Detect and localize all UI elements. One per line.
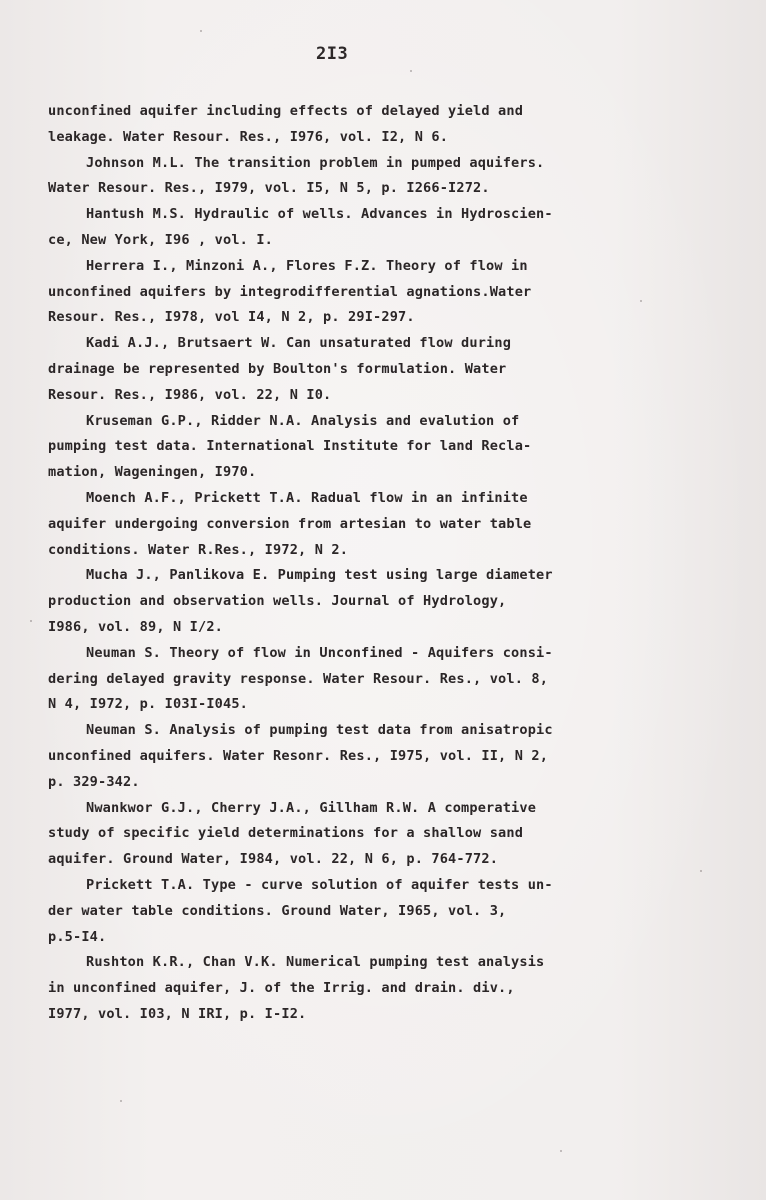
reference-line: aquifer undergoing conversion from artesian to water table — [48, 515, 532, 532]
reference-entry — [48, 486, 688, 563]
scan-speck — [700, 870, 702, 872]
reference-line: production and observation wells. Journal of Hydrology, — [48, 593, 507, 610]
reference-line: Herrera I., Minzoni A., Flores F.Z. Theory of flow in — [86, 257, 528, 274]
reference-line: Kruseman G.P., Ridder N.A. Analysis and evalution of — [86, 412, 520, 429]
reference-line: p. 329-342. — [48, 773, 140, 790]
reference-line: unconfined aquifers by integrodifferential agnations.Water — [48, 283, 532, 300]
scan-speck — [120, 1100, 122, 1102]
reference-line: ce, New York, I96 , vol. I. — [48, 231, 274, 248]
reference-line: Prickett T.A. Type - curve solution of aquifer tests un- — [86, 876, 553, 893]
scan-speck — [30, 620, 32, 622]
reference-line: drainage be represented by Boulton's formulation. Water — [48, 360, 507, 377]
reference-line: Johnson M.L. The transition problem in pumped aquifers. — [86, 154, 545, 171]
reference-line: in unconfined aquifer, J. of the Irrig. and drain. div., — [48, 980, 515, 997]
scan-speck — [410, 70, 412, 72]
reference-line: conditions. Water R.Res., I972, N 2. — [48, 541, 349, 558]
reference-entry — [48, 409, 688, 486]
reference-line: Resour. Res., I978, vol I4, N 2, p. 29I-297. — [48, 309, 415, 326]
reference-line: Nwankwor G.J., Cherry J.A., Gillham R.W. A comperative — [86, 799, 537, 816]
scan-speck — [200, 30, 202, 32]
reference-line: p.5-I4. — [48, 928, 107, 945]
reference-entry — [48, 796, 688, 873]
reference-line: Resour. Res., I986, vol. 22, N I0. — [48, 386, 332, 403]
reference-line: Neuman S. Theory of flow in Unconfined - Aquifers consi- — [86, 644, 553, 661]
reference-entry — [48, 641, 688, 718]
reference-line: I977, vol. I03, N IRI, p. I-I2. — [48, 1005, 307, 1022]
reference-line: N 4, I972, p. I03I-I045. — [48, 696, 249, 713]
reference-entry — [48, 718, 688, 795]
reference-line: Kadi A.J., Brutsaert W. Can unsaturated flow during — [86, 335, 512, 352]
reference-entry — [48, 202, 688, 254]
reference-line: unconfined aquifers. Water Resonr. Res., I975, vol. II, N 2, — [48, 747, 549, 764]
reference-line: mation, Wageningen, I970. — [48, 464, 257, 481]
page-number: 2I3 — [316, 44, 349, 64]
reference-list — [48, 99, 688, 1028]
reference-line: Water Resour. Res., I979, vol. I5, N 5, p. I266-I272. — [48, 180, 490, 197]
reference-entry — [48, 151, 688, 203]
reference-line: I986, vol. 89, N I/2. — [48, 618, 224, 635]
reference-entry — [48, 99, 688, 151]
reference-line: Rushton K.R., Chan V.K. Numerical pumping test analysis — [86, 954, 545, 971]
reference-line: Moench A.F., Prickett T.A. Radual flow in an infinite — [86, 489, 528, 506]
reference-line: unconfined aquifer including effects of delayed yield and — [48, 103, 524, 119]
reference-entry — [48, 331, 688, 408]
reference-line: Mucha J., Panlikova E. Pumping test using large diameter — [86, 567, 553, 584]
scan-speck — [560, 1150, 562, 1152]
reference-line: der water table conditions. Ground Water, I965, vol. 3, — [48, 902, 507, 919]
reference-entry — [48, 873, 688, 950]
reference-line: aquifer. Ground Water, I984, vol. 22, N 6, p. 764-772. — [48, 851, 499, 868]
reference-entry — [48, 254, 688, 331]
reference-line: pumping test data. International Institute for land Recla- — [48, 438, 532, 455]
reference-entry — [48, 950, 688, 1027]
reference-line: Neuman S. Analysis of pumping test data from anisatropic — [86, 722, 553, 739]
reference-line: leakage. Water Resour. Res., I976, vol. I2, N 6. — [48, 128, 449, 145]
scan-speck — [640, 300, 642, 302]
reference-line: Hantush M.S. Hydraulic of wells. Advances in Hydroscien- — [86, 206, 553, 223]
reference-line: dering delayed gravity response. Water Resour. Res., vol. 8, — [48, 670, 549, 687]
reference-entry — [48, 563, 688, 640]
reference-line: study of specific yield determinations for a shallow sand — [48, 825, 524, 842]
